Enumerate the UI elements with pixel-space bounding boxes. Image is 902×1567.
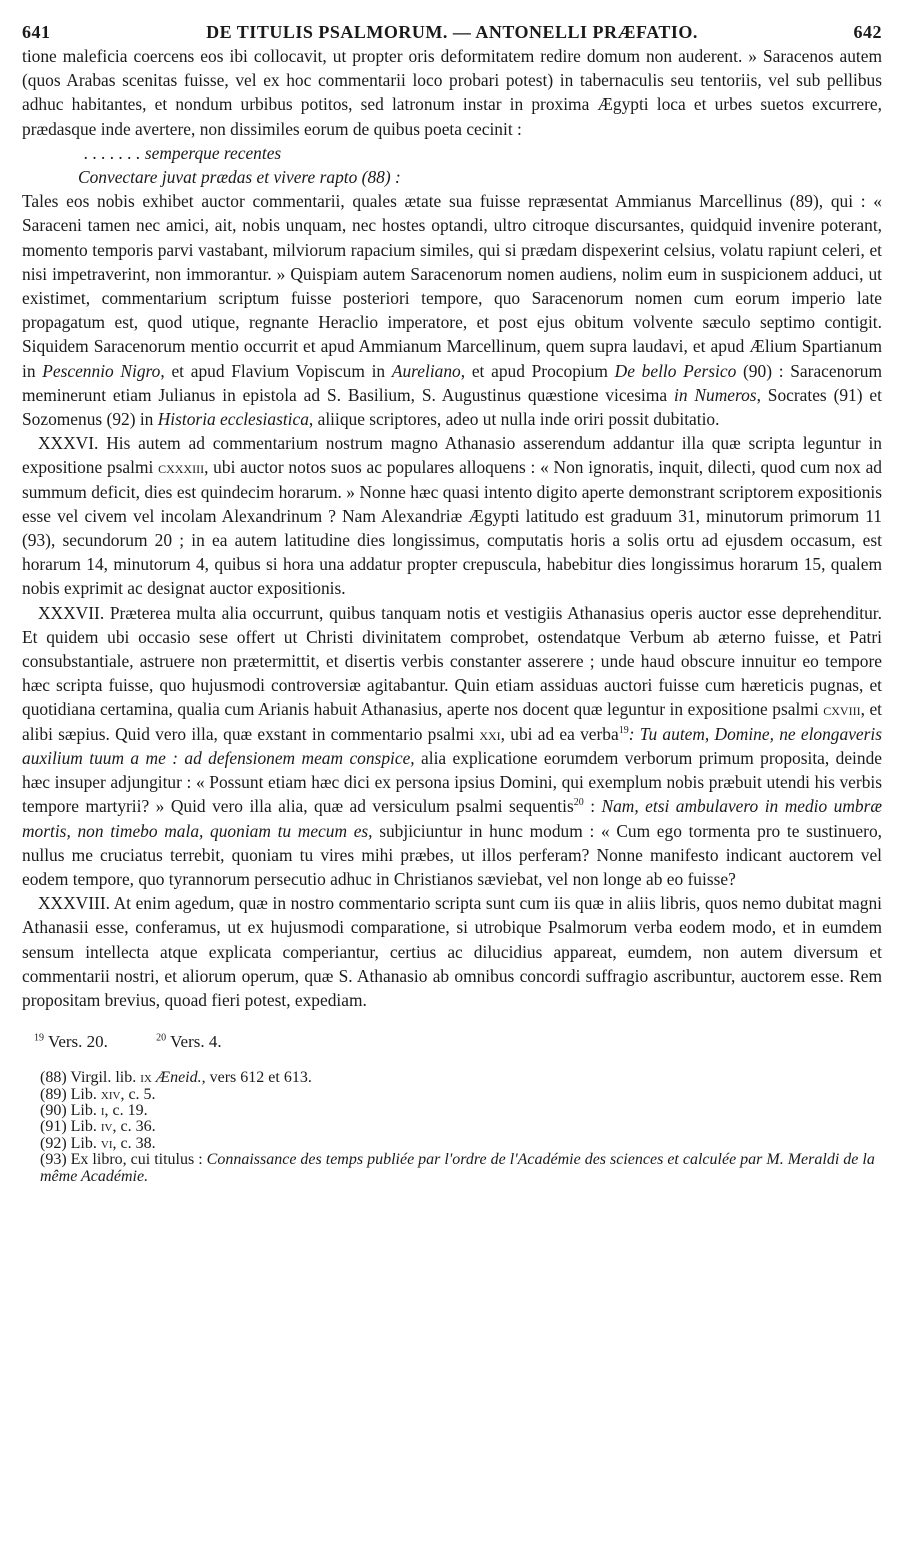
roman-numeral: xxi <box>479 723 501 744</box>
section-36 <box>22 431 882 600</box>
footnote <box>40 1070 882 1086</box>
text-run: , c. 36. <box>112 1118 156 1136</box>
text-run: (89) Lib. <box>40 1085 101 1103</box>
section-number: XXXVI. <box>38 433 99 454</box>
page-number-left: 641 <box>22 22 51 42</box>
italic-run: Pescennio Nigro <box>42 360 161 381</box>
section-number: XXXVIII. <box>38 893 110 914</box>
text-run: , vers 612 et 613. <box>201 1069 312 1087</box>
italic-run: in Numeros <box>674 384 757 405</box>
note-number: 20 <box>156 1032 167 1044</box>
text-run: Præterea multa alia occurrunt, quibus tanquam notis et vestigiis Athanasius operis auctor esse deprehenditur. Et quidem ubi occasio sese offert ut Christi divinitatem comprobet, ostendatque Verbum ab æterno fuisse, et Patri consubstantiale, astruere non prætermittit, et disertis verbis constanter asserere ; unde haud obscure innuitur eo tempore hæc scripta fuisse, quo hujusmodi controversiæ agitabantur. Quin etiam assiduas auctori fuisse cum hæreticis pugnas, et quotidiana certamina, qualia cum Arianis habuit Athanasius, aperte nos docent quæ leguntur in expositione psalmi <box>22 602 882 720</box>
text-run: , ubi ad ea verba <box>500 723 619 744</box>
italic-run: Nam, etsi ambulavero in medio umbræ mortis, non timebo mala, quoniam tu mecum es, <box>22 796 882 841</box>
text-run: At enim agedum, quæ in nostro commentario scripta sunt cum iis quæ in aliis libris, quos nemo dubitat magni Athanasii esse, conferamus, ut ex hujusmodi comparatione, si utrobique Psalmorum verba eodem modo, et in eumdem sensum intellecta atque explicata comperiantur, certius ac dilucidius appareat, eumdem, non autem diversum et commentarii nostri, et aliorum operum, quæ S. Athanasio ab omnibus concordi suffragio ascribuntur, auctorem esse. Rem propositam brevius, quoad fieri potest, expediam. <box>22 893 882 1010</box>
paragraph: tione maleficia coercens eos ibi collocavit, ut propter oris deformitatem redire domum non auderent. » Saracenos autem (quos Arabas scenitas fuisse, vel ex hoc commentarii loco probari potest) in tabernaculis seu tentoriis, vel sub pellibus adhuc habitantes, et nondum urbibus potitos, sed latronum instar in proxima Ægypti loca et urbes suetos excurrere, prædasque inde avertere, non dissimiles eorum de quibus poeta cecinit : <box>22 46 882 139</box>
verse-notes <box>34 1032 882 1052</box>
roman-numeral: cxxxiii <box>158 457 205 478</box>
page <box>22 14 882 1185</box>
text-run: (90) : Saracenorum meminerunt etiam Julianus in epistola ad S. Basilium, S. Augustinus quæstione vicesima <box>22 360 883 405</box>
text-run: , Socrates (91) et Sozomenus (92) in <box>22 384 882 430</box>
text-run: subjiciuntur in hunc modum : « Cum ego tormenta pro te sustinuero, nullus me cruciatus terrebit, quoniam tu vires mihi præbes, ut illos perferam? Nonne manifesto indicant auctorem vel eodem tempore, quo tyrannorum persecutio adhuc in Christianos sæviebat, vel non longe ab eo fuisse? <box>22 820 882 889</box>
footnote <box>40 1103 882 1119</box>
text-run: (90) Lib. <box>40 1101 101 1119</box>
text-run: , c. 38. <box>112 1134 156 1152</box>
roman-numeral: i <box>100 1101 105 1119</box>
text-run: alia explicatione eorumdem verborum primum proposita, deinde hæc insuper adjungitur : « Possunt etiam hæc dici ex persona ipsius Domini, qui exemplum nobis præbuit utendi his verbis tempore martyrii? » Quid vero illa alia, quæ ad versiculum psalmi sequentis <box>22 747 882 817</box>
footnotes <box>22 1070 882 1185</box>
italic-run: De bello Persico <box>614 360 737 381</box>
note-ref: 19 <box>618 724 629 736</box>
text-run: Tales eos nobis exhibet auctor commentarii, quales ætate sua fuisse repræsentat Ammianus Marcellinus (89), qui : « Saraceni tamen nec amici, ait, nobis unquam, nec hostes optandi, ultro citroque discursantes, quidquid invenire poterant, momento temporis parvi vastabant, milviorum rapacium similes, qui si prædam dispexerint celsius, volatu rapiunt celeri, et nisi impetraverint, non immorantur. » Quispiam autem Saracenorum nomen audiens, nolim eum in suspicionem adduci, ut existimet, commentarium scriptum fuisse posteriori tempore, quo Saracenorum nomen cum eorum imperio late propagatum est, quod utique, regnante Heraclio imperatore, et post ejus obitum volvente sæculo septimo contigit. Siquidem Saracenorum mentio occurrit et apud Ammianum Marcellinum, quem supra laudavi, et apud Ælium Spartianum in <box>22 191 882 381</box>
italic-run: Aureliano <box>391 360 461 381</box>
section-37 <box>22 601 882 891</box>
roman-numeral: vi <box>100 1134 113 1152</box>
paragraph <box>22 189 882 431</box>
text-run: , aliique scriptores, adeo ut nulla inde oriri possit dubitatio. <box>308 409 720 430</box>
section-number: XXXVII. <box>38 602 105 623</box>
running-header <box>22 14 882 44</box>
text-run: , c. 19. <box>104 1101 148 1119</box>
text-run: , et apud Procopium <box>460 360 615 381</box>
italic-run: Connaissance des temps publiée par l'ordre de l'Académie des sciences et calculée par M. Meraldi de la même Académie. <box>40 1151 875 1185</box>
text-run: , et apud Flavium Vopiscum in <box>160 360 392 381</box>
note-text: Vers. 4. <box>170 1032 222 1052</box>
note-number: 19 <box>34 1032 44 1044</box>
roman-numeral: iv <box>100 1118 113 1136</box>
note-text: Vers. 20. <box>47 1032 108 1052</box>
text-run: His autem ad commentarium nostrum magno Athanasio asserendum addantur illa quæ scripta leguntur in expositione psalmi <box>22 433 882 478</box>
verse-line: . . . . . . . semperque recentes <box>84 142 282 163</box>
text-run: , c. 5. <box>120 1085 156 1103</box>
section-38 <box>22 891 882 1012</box>
text-run: , ubi auctor notos suos ac populares alloquens : « Non ignoratis, inquit, dilecti, quod cum nox ad summum deficit, dies est quindecim horarum. » Nonne hæc quasi intento digito aperte demonstrant scriptorem expositionis esse vel civem vel incolam Alexandrinum ? Nam Alexandriæ Ægypti latitudo est graduum 31, minutorum primorum 11 (93), secundorum 20 ; in ea autem latitudine dies longissimus, computatis horis a solis ortu ad ejusdem occasum, est horarum 14, minutorum 4, quibus si hora una addatur propter crepuscula, habebitur dies longissimus horarum 15, qualem nobis exprimit ac designat auctor expositionis. <box>22 457 882 599</box>
verse-line: Convectare juvat prædas et vivere rapto (88) : <box>78 167 401 188</box>
text-run: , et alibi sæpius. Quid vero illa, quæ exstant in commentario psalmi <box>22 699 883 744</box>
text-run: : <box>583 796 602 817</box>
running-title: DE TITULIS PSALMORUM. — ANTONELLI PRÆFATIO. <box>206 22 698 42</box>
italic-run: Æneid. <box>155 1069 202 1087</box>
footnote <box>40 1136 882 1152</box>
roman-numeral: ix <box>140 1069 152 1087</box>
text-run: (91) Lib. <box>40 1118 101 1136</box>
note-ref: 20 <box>573 797 584 809</box>
page-number-right: 642 <box>853 22 882 42</box>
footnote <box>40 1152 882 1185</box>
italic-run: Historia ecclesiastica <box>157 409 309 430</box>
text-run: (92) Lib. <box>40 1134 101 1152</box>
roman-numeral: xiv <box>100 1085 121 1103</box>
roman-numeral: cxviii <box>823 699 861 720</box>
italic-run: : Tu autem, Domine, ne elongaveris auxilium tuum a me : ad defensionem meam conspice, <box>22 723 882 768</box>
main-text <box>22 44 882 1012</box>
text-run: (93) Ex libro, cui titulus : <box>40 1151 207 1169</box>
verse-note <box>34 1032 130 1051</box>
footnote <box>40 1119 882 1135</box>
footnote <box>40 1087 882 1103</box>
verse-note <box>156 1032 243 1051</box>
text-run: (88) Virgil. lib. <box>40 1069 141 1087</box>
